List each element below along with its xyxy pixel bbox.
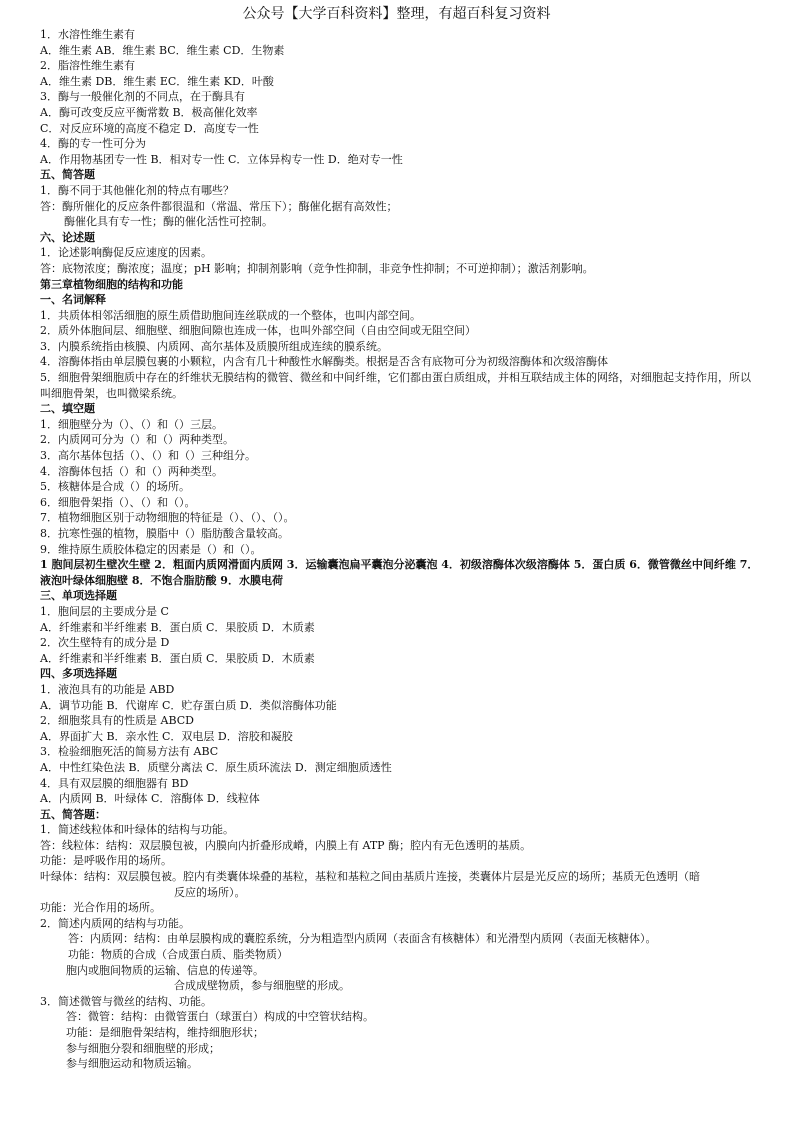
text-line: A．中性红染色法 B．质壁分离法 C．原生质环流法 D．测定细胞质透性 [40, 760, 392, 774]
text-line: 功能：物质的合成（合成蛋白质、脂类物质） [68, 948, 288, 962]
text-line: 3．内膜系统指由核膜、内质网、高尔基体及质膜所组成连续的膜系统。 [40, 339, 388, 353]
section-heading: 三、单项选择题 [40, 589, 117, 603]
chapter-title: 第三章植物细胞的结构和功能 [40, 277, 183, 291]
text-line: 4．溶酶体指由单层膜包裹的小颗粒，内含有几十种酸性水解酶类。根据是否含有底物可分为初级溶酶体和次级溶酶体 [40, 355, 608, 369]
text-line: 3．高尔基体包括（）、（）和（）三种组分。 [40, 449, 256, 463]
text-line: 3．简述微管与微丝的结构、功能。 [40, 994, 212, 1008]
text-line: 1．水溶性维生素有 [40, 28, 135, 41]
section-heading: 五、简答题： [40, 807, 106, 821]
text-line: A．界面扩大 B．亲水性 C．双电层 D．溶胶和凝胶 [40, 729, 293, 743]
text-line: 2．质外体胞间层、细胞壁、细胞间隙也连成一体，也叫外部空间（自由空间或无阻空间） [40, 324, 476, 338]
text-line: 3．酶与一般催化剂的不同点，在于酶具有 [40, 90, 245, 104]
text-line: 答：线粒体：结构：双层膜包被，内膜向内折叠形成嵴，内膜上有 ATP 酶；腔内有无色透明的基质。 [40, 838, 532, 852]
text-line: 2．脂溶性维生素有 [40, 59, 135, 73]
page-header: 公众号【大学百科资料】整理，有超百科复习资料 [242, 6, 551, 22]
text-line: A．维生素 DB．维生素 EC．维生素 KD．叶酸 [40, 74, 274, 88]
text-line: A．酶可改变反应平衡常数 B．极高催化效率 [40, 105, 258, 119]
text-line: 答：底物浓度；酶浓度；温度；pH 影响；抑制剂影响（竞争性抑制，非竞争性抑制；不可逆抑制）；激活剂影响。 [40, 261, 594, 275]
text-line: 参与细胞分裂和细胞壁的形成； [66, 1041, 220, 1055]
text-line: 6．细胞骨架指（）、（）和（）。 [40, 495, 196, 509]
text-line: A．纤维素和半纤维素 B．蛋白质 C．果胶质 D．木质素 [40, 620, 315, 634]
text-line: 1．论述影响酶促反应速度的因素。 [40, 246, 212, 260]
text-line: 功能：是呼吸作用的场所。 [40, 854, 172, 868]
text-line: 答：内质网：结构：由单层膜构成的囊腔系统，分为粗造型内质网（表面含有核糖体）和光滑型内质网（表面无核糖体）。 [68, 932, 657, 946]
text-line: 反应的场所）。 [174, 885, 246, 899]
text-line: 1．酶不同于其他催化剂的特点有哪些？ [40, 183, 234, 197]
text-line: C．对反应环境的高度不稳定 D．高度专一性 [40, 121, 259, 135]
text-line: 胞内或胞间物质的运输、信息的传递等。 [66, 963, 264, 977]
text-line: 2．内质网可分为（）和（）两种类型。 [40, 433, 234, 447]
text-line: 3．检验细胞死活的简易方法有 ABC [40, 745, 219, 759]
text-line: 7．植物细胞区别于动物细胞的特征是（）、（）、（）。 [40, 511, 295, 525]
text-line: 2．细胞浆具有的性质是 ABCD [40, 714, 194, 728]
text-line: 功能：是细胞骨架结构，维持细胞形状； [66, 1026, 264, 1039]
section-heading: 二、填空题 [40, 402, 95, 416]
text-line: 5．核糖体是合成（）的场所。 [40, 480, 190, 494]
text-line: A．作用物基团专一性 B．相对专一性 C．立体异构专一性 D．绝对专一性 [40, 152, 403, 166]
text-line: 叶绿体：结构：双层膜包被。腔内有类囊体垛叠的基粒，基粒和基粒之间由基质片连接，类囊体片层是光反应的场所；基质无色透明（暗 [40, 870, 700, 884]
text-line: A．纤维素和半纤维素 B．蛋白质 C．果胶质 D．木质素 [40, 651, 315, 665]
text-line: 1．液泡具有的功能是 ABD [40, 682, 175, 696]
text-line: 1．细胞壁分为（）、（）和（）三层。 [40, 417, 223, 431]
text-line: 4．具有双层膜的细胞器有 BD [40, 776, 189, 790]
section-heading: 一、名词解释 [40, 293, 106, 307]
text-line: 酶催化具有专一性；酶的催化活性可控制。 [64, 215, 273, 229]
text-line: 1．共质体相邻活细胞的原生质借助胞间连丝联成的一个整体，也叫内部空间。 [40, 308, 421, 322]
section-heading: 五、简答题 [40, 168, 95, 182]
text-line: A．内质网 B．叶绿体 C．溶酶体 D．线粒体 [40, 792, 260, 806]
text-line: A．调节功能 B．代谢库 C．贮存蛋白质 D．类似溶酶体功能 [40, 698, 337, 712]
text-line: 2．简述内质网的结构与功能。 [40, 916, 190, 930]
section-heading: 六、论述题 [40, 230, 95, 244]
section-heading: 四、多项选择题 [40, 667, 117, 681]
answer-key: 1 胞间层初生壁次生壁 2．粗面内质网滑面内质网 3．运输囊泡扁平囊泡分泌囊泡 4．初级溶酶体次级溶酶体 5．蛋白质 6．微管微丝中间纤维 7．液泡叶绿体细胞壁 8．不饱合脂肪酸 9．水膜电荷 [40, 558, 759, 587]
text-line: 答：酶所催化的反应条件都很温和（常温、常压下）；酶催化据有高效性； [40, 199, 398, 213]
text-line: 1．胞间层的主要成分是 C [40, 604, 169, 618]
text-line: 参与细胞运动和物质运输。 [66, 1057, 198, 1071]
text-line: 5．细胞骨架细胞质中存在的纤维状无膜结构的微管、微丝和中间纤维，它们都由蛋白质组成，并相互联结成主体的网络，对细胞起支持作用，所以叫细胞骨架，也叫微梁系统。 [40, 371, 751, 400]
text-line: 4．溶酶体包括（）和（）两种类型。 [40, 464, 223, 478]
text-line: 2．次生壁特有的成分是 D [40, 636, 170, 650]
text-line: 1．简述线粒体和叶绿体的结构与功能。 [40, 823, 234, 837]
text-line: 功能：光合作用的场所。 [40, 901, 161, 915]
text-line: 8．抗寒性强的植物，膜脂中（）脂肪酸含量较高。 [40, 527, 289, 540]
text-line: 答：微管：结构：由微管蛋白（球蛋白）构成的中空管状结构。 [66, 1010, 374, 1024]
text-line: A．维生素 AB．维生素 BC．维生素 CD．生物素 [40, 43, 285, 57]
text-line: 9．维持原生质胶体稳定的因素是（）和（）。 [40, 542, 262, 556]
text-line: 合成成壁物质，参与细胞壁的形成。 [174, 979, 350, 993]
document-body [40, 27, 760, 1072]
text-line: 4．酶的专一性可分为 [40, 137, 146, 151]
